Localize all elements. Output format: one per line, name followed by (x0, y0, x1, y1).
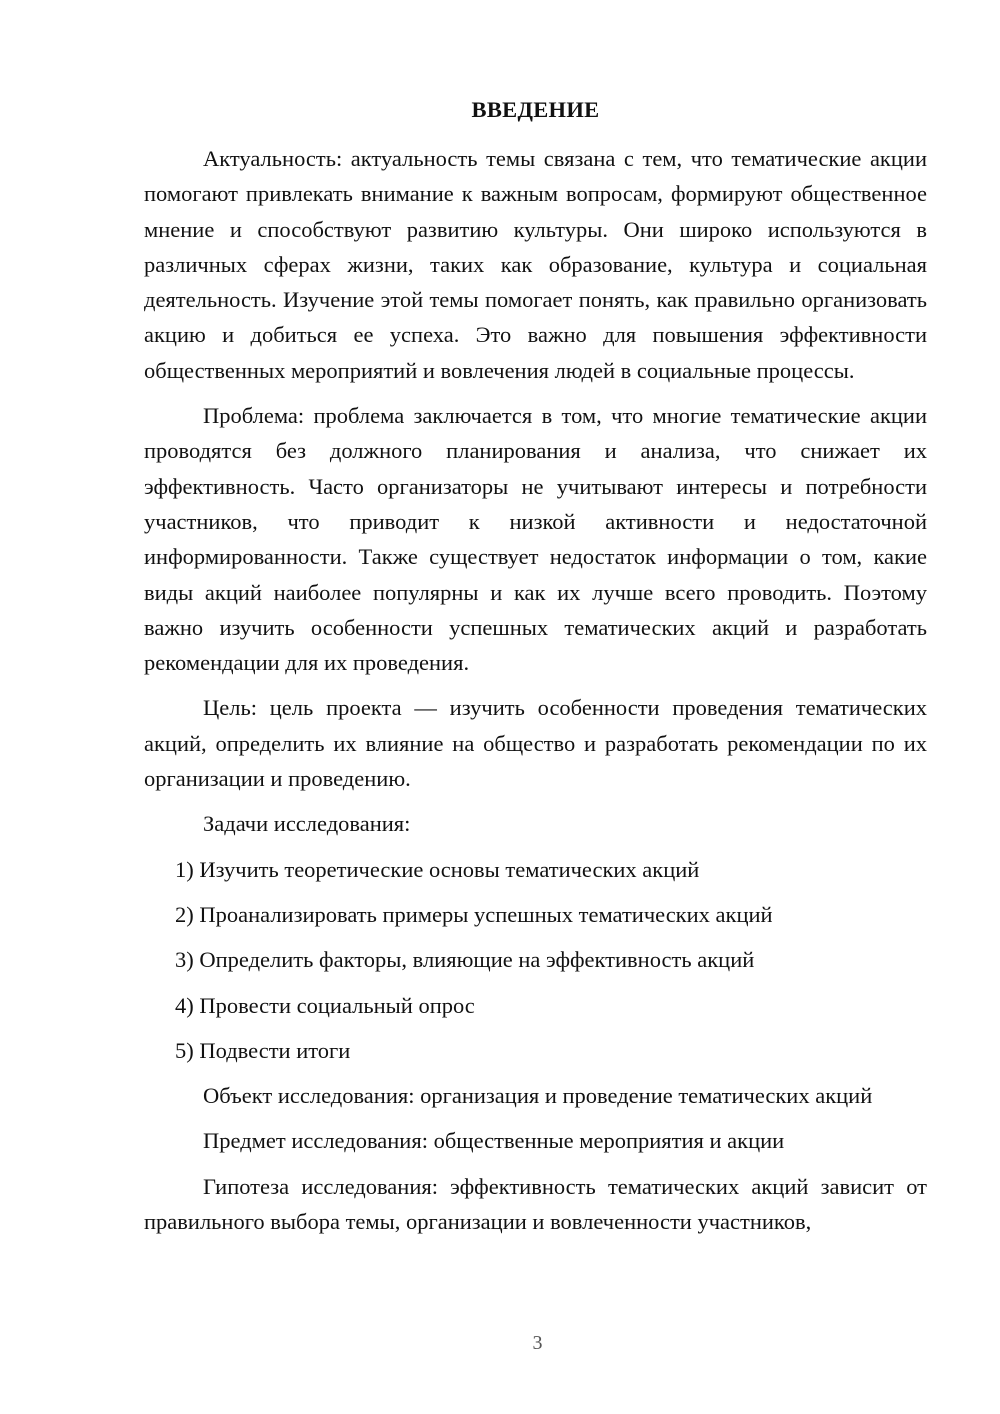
hypothesis-paragraph: Гипотеза исследования: эффективность тематических акций зависит от правильного выбора темы, организации и вовлеченности участников, (144, 1173, 927, 1235)
section-title: ВВЕДЕНИЕ (471, 97, 600, 122)
page-number: 3 (532, 1332, 543, 1354)
task-item: 4) Провести социальный опрос (175, 992, 475, 1018)
goal-paragraph: Цель: цель проекта — изучить особенности проведения тематических акций, определить их влияние на общество и разработать рекомендации по их организации и проведению. (144, 695, 927, 792)
page-content (144, 92, 927, 1239)
task-item: 1) Изучить теоретические основы тематических акций (175, 856, 700, 882)
tasks-heading: Задачи исследования: (203, 811, 411, 837)
problem-paragraph: Проблема: проблема заключается в том, что многие тематические акции проводятся без должного планирования и анализа, что снижает их эффективность. Часто организаторы не учитывают интересы и потребности участников, что приводит к низкой активности и недостаточной информированности. Также существует недостаток информации о том, какие виды акций наиболее популярны и как их лучше всего проводить. Поэтому важно изучить особенности успешных тематических акций и разработать рекомендации для их проведения. (144, 403, 927, 676)
task-item: 3) Определить факторы, влияющие на эффективность акций (175, 947, 755, 973)
object-paragraph: Объект исследования: организация и проведение тематических акций (203, 1083, 873, 1109)
tasks-list (144, 852, 927, 1068)
task-item: 5) Подвести итоги (175, 1037, 351, 1063)
relevance-paragraph: Актуальность: актуальность темы связана с тем, что тематические акции помогают привлекать внимание к важным вопросам, формируют общественное мнение и способствуют развитию культуры. Они широко используются в различных сферах жизни, таких как образование, культура и социальная деятельность. Изучение этой темы помогает понять, как правильно организовать акцию и добиться ее успеха. Это важно для повышения эффективности общественных мероприятий и вовлечения людей в социальные процессы. (144, 146, 927, 383)
task-item: 2) Проанализировать примеры успешных тематических акций (175, 901, 773, 927)
subject-paragraph: Предмет исследования: общественные мероприятия и акции (203, 1128, 785, 1154)
